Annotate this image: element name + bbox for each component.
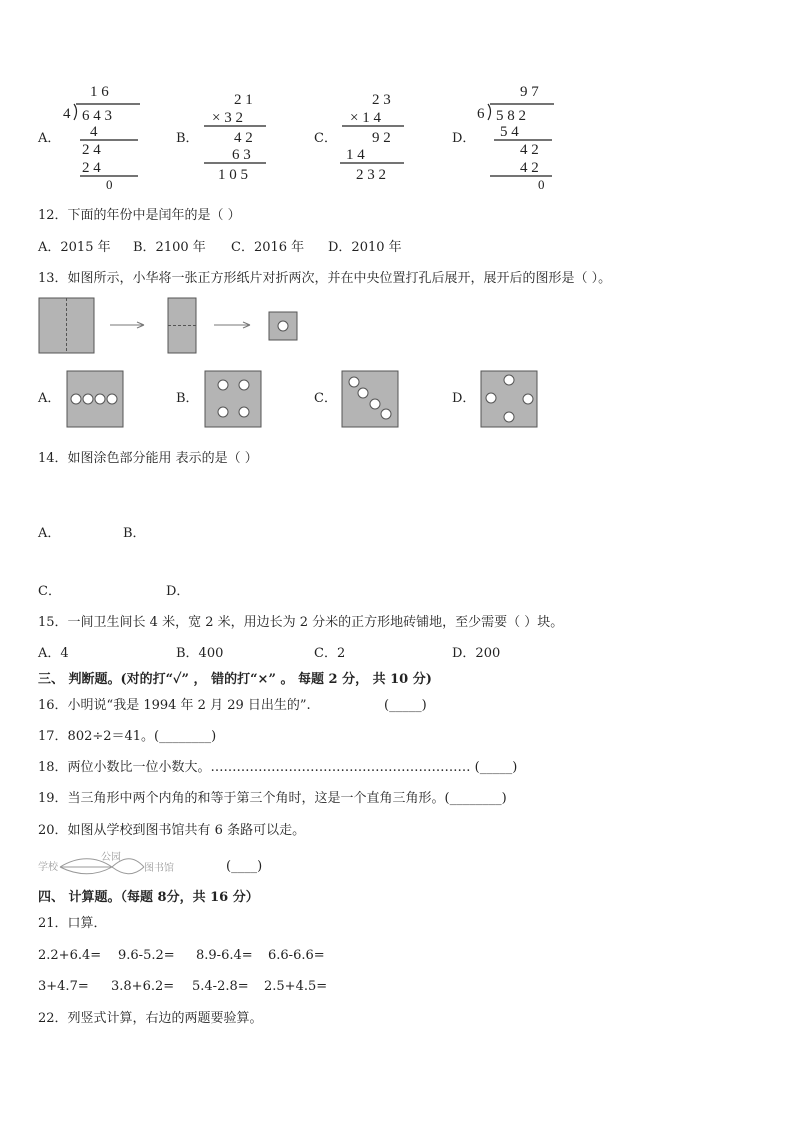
svg-text:2 3: 2 3 — [372, 92, 391, 108]
q21-item: 6.6-6.6= — [268, 948, 325, 963]
q15-option-a[interactable]: A．4 — [38, 646, 69, 661]
q15-stem: 15．一间卫生间长 4 米，宽 2 米，用边长为 2 分米的正方形地砖铺地，至少需要（ ）块。 — [38, 615, 564, 630]
q21-stem: 21．口算． — [38, 916, 107, 931]
q17-text: 17．802÷2＝41。(________) — [38, 729, 217, 744]
svg-text:2 4: 2 4 — [82, 160, 101, 176]
svg-text:2 1: 2 1 — [234, 92, 253, 108]
q21-item: 3+4.7= — [38, 979, 89, 994]
svg-text:1 6: 1 6 — [90, 84, 109, 100]
q21-item: 9.6-5.2= — [118, 948, 175, 963]
svg-text:× 1 4: × 1 4 — [350, 110, 381, 126]
q21-item: 3.8+6.2= — [111, 979, 175, 994]
route-park-label: 公园 — [101, 852, 121, 863]
q14-stem: 14．如图涂色部分能用 表示的是（ ） — [38, 451, 258, 466]
q12-option-a[interactable]: A．2015 年 — [38, 240, 111, 255]
q11-option-d-division — [474, 80, 564, 192]
svg-text:6: 6 — [477, 106, 485, 122]
svg-text:9 7: 9 7 — [520, 84, 539, 100]
q14-option-a[interactable]: A． — [38, 526, 61, 541]
svg-text:5 4: 5 4 — [500, 124, 519, 140]
q14-option-c[interactable]: C． — [38, 584, 61, 599]
svg-text:6 4 3: 6 4 3 — [82, 108, 112, 124]
q16-answer-blank[interactable]: (_____) — [384, 698, 427, 713]
q11-option-a-label: A． — [38, 131, 61, 146]
q13-option-d-figure — [480, 370, 538, 428]
svg-text:4 2: 4 2 — [520, 160, 539, 176]
svg-text:× 3 2: × 3 2 — [212, 110, 243, 126]
q11-option-d-label: D． — [452, 131, 476, 146]
q20-text: 20．如图从学校到图书馆共有 6 条路可以走。 — [38, 823, 306, 838]
q12-stem: 12．下面的年份中是闰年的是（ ） — [38, 208, 241, 223]
q12-option-d[interactable]: D．2010 年 — [328, 240, 402, 255]
svg-text:5 8 2: 5 8 2 — [496, 108, 526, 124]
q11-option-a-division — [60, 80, 150, 192]
svg-text:9 2: 9 2 — [372, 130, 391, 146]
q13-option-c-figure — [341, 370, 399, 428]
svg-text:1 0 5: 1 0 5 — [218, 167, 248, 183]
q18-text: 18．两位小数比一位小数大。…………………………………………………… (_____) — [38, 760, 518, 775]
q21-item: 2.5+4.5= — [264, 979, 328, 994]
q13-stem: 13．如图所示，小华将一张正方形纸片对折两次，并在中央位置打孔后展开，展开后的图形是（ ）。 — [38, 271, 612, 286]
q21-item: 8.9-6.4= — [196, 948, 253, 963]
q12-option-c[interactable]: C．2016 年 — [231, 240, 305, 255]
q11-option-c-label: C． — [314, 131, 337, 146]
q14-option-d[interactable]: D． — [166, 584, 190, 599]
q11-option-b-label: B． — [176, 131, 199, 146]
q15-option-d[interactable]: D．200 — [452, 646, 501, 661]
svg-text:2 3 2: 2 3 2 — [356, 167, 386, 183]
q21-item: 2.2+6.4= — [38, 948, 102, 963]
q12-option-b[interactable]: B．2100 年 — [133, 240, 206, 255]
q13-option-c[interactable]: C． — [314, 391, 337, 406]
q21-item: 5.4-2.8= — [192, 979, 249, 994]
route-library-label: 图书馆 — [144, 863, 174, 874]
q13-folding-figure — [38, 296, 308, 356]
q20-answer-blank[interactable]: (____) — [226, 859, 263, 874]
q13-option-a[interactable]: A． — [38, 391, 61, 406]
q11-option-c-multiplication — [336, 88, 416, 188]
svg-text:0: 0 — [538, 177, 545, 192]
svg-text:4: 4 — [63, 106, 71, 122]
svg-text:4: 4 — [90, 124, 98, 140]
svg-text:6 3: 6 3 — [232, 147, 251, 163]
q13-option-a-figure — [66, 370, 124, 428]
svg-text:0: 0 — [106, 177, 113, 192]
q20-route-figure — [38, 848, 198, 878]
q14-option-b[interactable]: B． — [123, 526, 146, 541]
q15-option-b[interactable]: B．400 — [176, 646, 224, 661]
q13-option-d[interactable]: D． — [452, 391, 476, 406]
q22-stem: 22．列竖式计算，右边的两题要验算。 — [38, 1011, 263, 1026]
q19-text: 19．当三角形中两个内角的和等于第三个角时，这是一个直角三角形。(________) — [38, 791, 507, 806]
svg-text:4 2: 4 2 — [520, 142, 539, 158]
svg-text:1 4: 1 4 — [346, 147, 365, 163]
route-school-label: 学校 — [38, 862, 58, 873]
section-4-title: 四、 计算题。（每题 8分，共 16 分） — [38, 890, 259, 905]
svg-text:4 2: 4 2 — [234, 130, 253, 146]
q11-option-b-multiplication — [198, 88, 278, 188]
section-3-title: 三、 判断题。(对的打“✓” ， 错的打“×” 。 每题 2 分， 共 10 分) — [38, 672, 432, 687]
svg-text:2 4: 2 4 — [82, 142, 101, 158]
q15-option-c[interactable]: C．2 — [314, 646, 346, 661]
q13-option-b-figure — [204, 370, 262, 428]
q13-option-b[interactable]: B． — [176, 391, 199, 406]
q16-text: 16．小明说“我是 1994 年 2 月 29 日出生的”. — [38, 698, 311, 713]
